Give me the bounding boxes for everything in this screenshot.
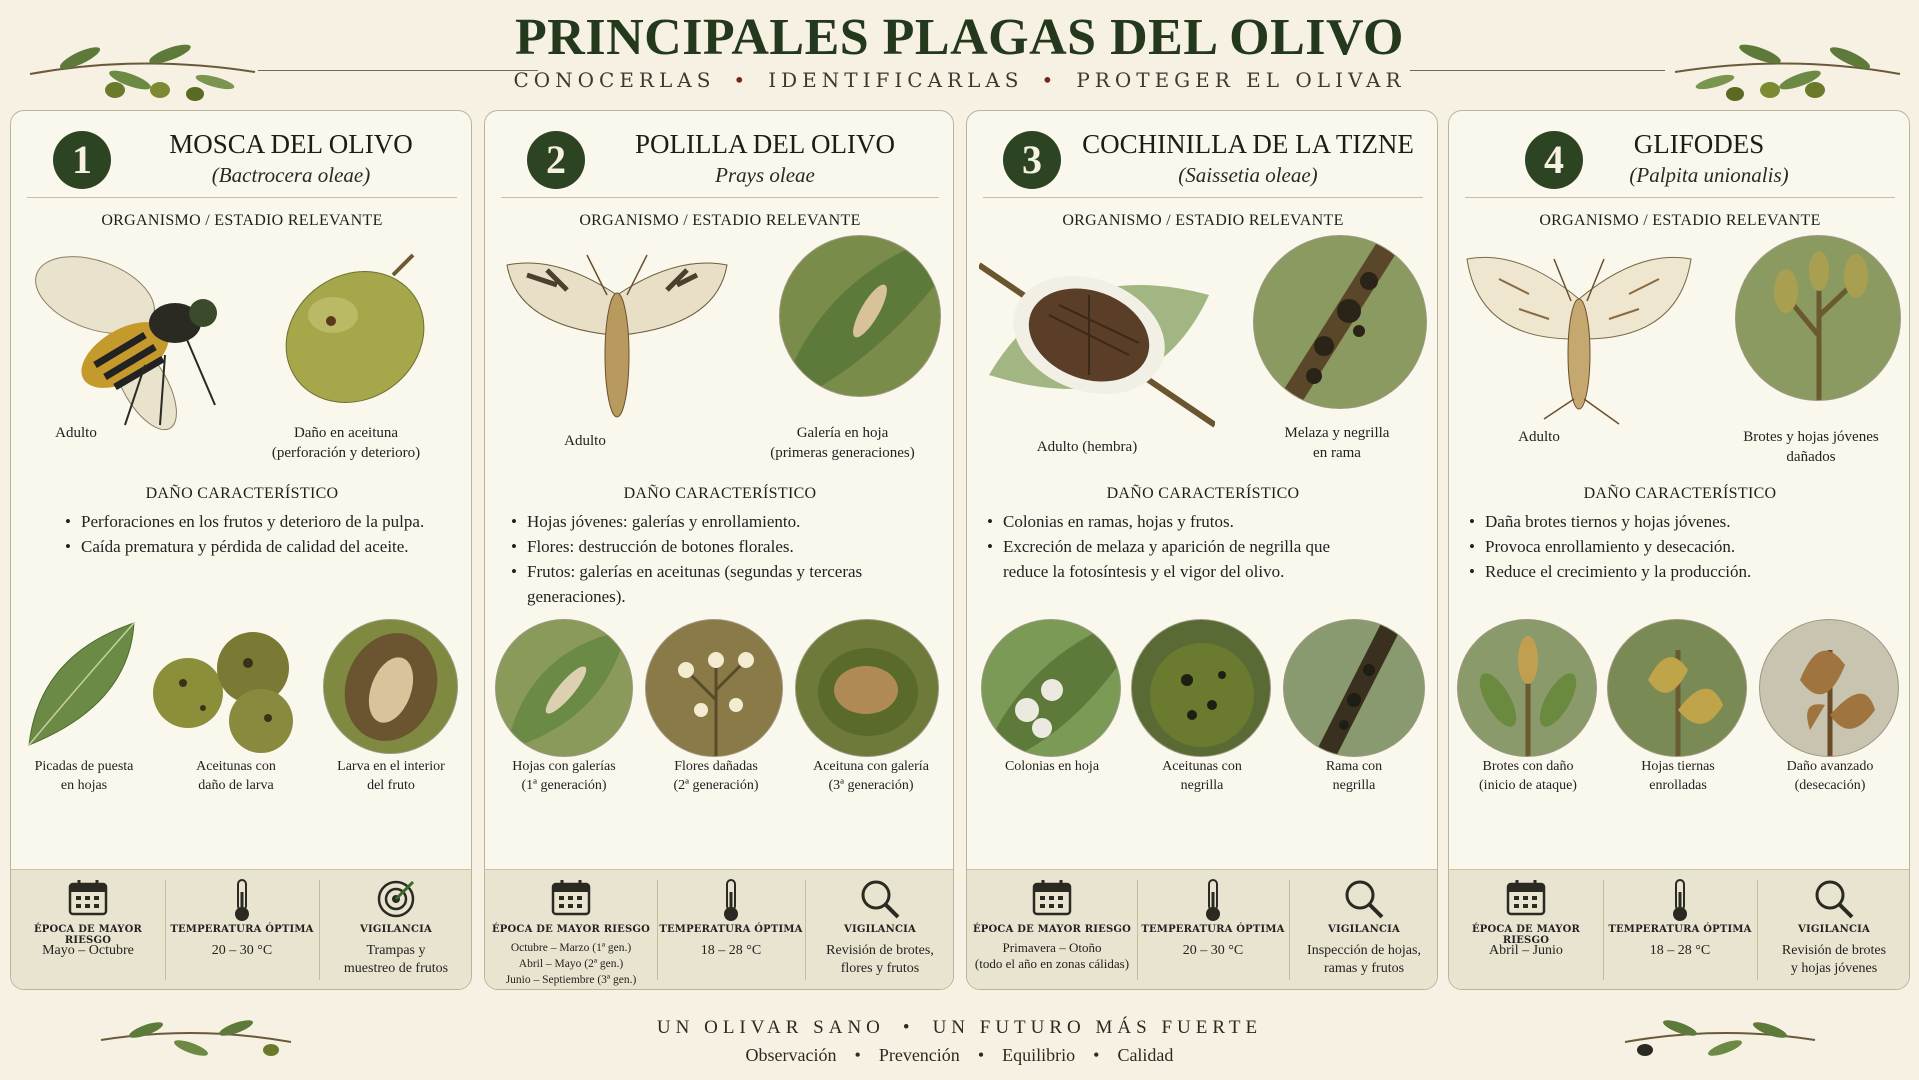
- image-caption: Adulto: [564, 433, 606, 449]
- card-number: 1: [53, 131, 111, 189]
- olive-branch-icon: [20, 14, 260, 104]
- magnifier-icon: [859, 878, 901, 920]
- subtitle-item: PROTEGER EL OLIVAR: [1076, 68, 1406, 92]
- calendar-icon: [550, 878, 592, 918]
- section-heading-dano: DAÑO CARACTERÍSTICO: [623, 485, 817, 502]
- sooty-branch-image: [1283, 619, 1425, 757]
- damaged-flowers-image: [645, 619, 783, 757]
- section-heading-organismo: ORGANISMO / ESTADIO RELEVANTE: [101, 212, 383, 229]
- section-heading-organismo: ORGANISMO / ESTADIO RELEVANTE: [1539, 212, 1821, 229]
- list-item: • Caída prematura y pérdida de calidad del aceite.: [63, 534, 463, 559]
- honeydew-branch-image: [1253, 235, 1427, 409]
- section-heading-organismo: ORGANISMO / ESTADIO RELEVANTE: [1062, 212, 1344, 229]
- image-caption: Hojas con galerías (1ª generación): [512, 759, 616, 793]
- image-caption: Adulto: [55, 425, 97, 441]
- temperatura-cell: [657, 870, 805, 990]
- vigilancia-value: Inspección de hojas, ramas y frutos: [1307, 943, 1421, 976]
- card-footer: [485, 869, 953, 989]
- epoca-value: Primavera – Otoño (todo el año en zonas cálidas): [974, 940, 1130, 971]
- olive-fruit-illustration: [273, 245, 443, 415]
- card-polilla-del-olivo: [484, 110, 954, 990]
- epoca-label: ÉPOCA DE MAYOR RIESGO: [1471, 924, 1581, 946]
- card-mosca-del-olivo: [10, 110, 472, 990]
- card-cochinilla-de-la-tizne: [966, 110, 1438, 990]
- epoca-cell: [11, 870, 165, 990]
- damaged-shoots-image: [1735, 235, 1901, 401]
- vigilancia-label: VIGILANCIA: [1798, 924, 1870, 935]
- vigilancia-cell: [319, 870, 472, 990]
- epoca-value: Octubre – Marzo (1ª gen.) Abril – Mayo (2ª gen.) Junio – Septiembre (3ª gen.): [505, 942, 637, 986]
- epoca-cell: [485, 870, 657, 990]
- image-caption: Melaza y negrilla en rama: [1284, 425, 1390, 461]
- vigilancia-cell: [805, 870, 954, 990]
- footer-tagline: UN OLIVAR SANO • UN FUTURO MÁS FUERTE: [656, 1017, 1263, 1038]
- card-number: 4: [1525, 131, 1583, 189]
- card-footer: [11, 869, 471, 989]
- epoca-value: Abril – Junio: [1489, 943, 1563, 958]
- olive-branch-icon: [1670, 14, 1910, 104]
- calendar-icon: [1505, 878, 1547, 918]
- rolled-leaves-image: [1607, 619, 1747, 757]
- list-item: • Flores: destrucción de botones florales.: [509, 534, 945, 559]
- magnifier-icon: [1343, 878, 1385, 920]
- value-item: Observación: [745, 1045, 837, 1065]
- value-item: Equilibrio: [1002, 1045, 1076, 1065]
- target-icon: [375, 878, 417, 920]
- thermometer-icon: [1201, 878, 1225, 922]
- card-number: 3: [1003, 131, 1061, 189]
- vigilancia-value: Revisión de brotes, flores y frutos: [826, 943, 934, 976]
- pest-scientific-name: Prays oleae: [715, 163, 815, 187]
- tagline-item: UN OLIVAR SANO: [656, 1017, 885, 1038]
- scale-insect-illustration: [979, 235, 1215, 435]
- list-item: • Colonias en ramas, hojas y frutos.: [985, 509, 1335, 534]
- page-header: [0, 0, 1919, 108]
- temperatura-label: TEMPERATURA ÓPTIMA: [1608, 924, 1752, 935]
- list-item: • Perforaciones en los frutos y deterioro de la pulpa.: [63, 509, 463, 534]
- shoots-damage-image: [1457, 619, 1597, 757]
- magnifier-icon: [1813, 878, 1855, 920]
- fly-illustration: [25, 235, 245, 435]
- damage-list: [509, 509, 945, 609]
- page-title: PRINCIPALES PLAGAS DEL OLIVO: [515, 9, 1404, 66]
- image-caption: Brotes y hojas jóvenes dañados: [1743, 429, 1879, 465]
- vigilancia-label: VIGILANCIA: [844, 924, 916, 935]
- image-caption: Adulto (hembra): [1036, 439, 1138, 455]
- vigilancia-label: VIGILANCIA: [360, 924, 432, 935]
- temperatura-cell: [165, 870, 319, 990]
- value-item: Prevención: [878, 1045, 960, 1065]
- image-caption: Colonias en hoja: [1004, 759, 1100, 774]
- card-footer: [1449, 869, 1909, 989]
- card-footer: [967, 869, 1437, 989]
- divider: [983, 197, 1423, 198]
- section-heading-dano: DAÑO CARACTERÍSTICO: [1106, 485, 1300, 502]
- image-caption: Picadas de puesta en hojas: [34, 759, 134, 793]
- list-item: • Daña brotes tiernos y hojas jóvenes.: [1467, 509, 1907, 534]
- leaf-colonies-image: [981, 619, 1121, 757]
- thermometer-icon: [230, 878, 254, 922]
- epoca-label: ÉPOCA DE MAYOR RIESGO: [491, 924, 651, 935]
- leaves-gallery-image: [495, 619, 633, 757]
- pest-scientific-name: (Saissetia oleae): [1178, 163, 1318, 187]
- temperatura-cell: [1137, 870, 1289, 990]
- temperatura-label: TEMPERATURA ÓPTIMA: [170, 924, 314, 935]
- card-glifodes: [1448, 110, 1910, 990]
- thermometer-icon: [719, 878, 743, 922]
- vigilancia-value: Trampas y muestreo de frutos: [343, 943, 449, 976]
- vigilancia-cell: [1757, 870, 1910, 990]
- list-item: • Frutos: galerías en aceitunas (segundas y terceras generaciones).: [509, 559, 945, 609]
- image-caption: Daño avanzado (desecación): [1786, 759, 1874, 793]
- list-item: • Provoca enrollamiento y desecación.: [1467, 534, 1907, 559]
- divider: [1465, 197, 1895, 198]
- image-caption: Aceitunas con daño de larva: [196, 759, 276, 793]
- damage-list: [1467, 509, 1907, 584]
- subtitle-item: IDENTIFICARLAS: [768, 68, 1024, 92]
- vigilancia-value: Revisión de brotes y hojas jóvenes: [1781, 943, 1887, 976]
- pest-name: MOSCA DEL OLIVO: [169, 129, 413, 159]
- image-caption: Galería en hoja (primeras generaciones): [770, 425, 915, 461]
- pest-name: POLILLA DEL OLIVO: [635, 129, 895, 159]
- epoca-label: ÉPOCA DE MAYOR RIESGO: [972, 924, 1132, 935]
- vigilancia-label: VIGILANCIA: [1328, 924, 1400, 935]
- thermometer-icon: [1668, 878, 1692, 922]
- section-heading-dano: DAÑO CARACTERÍSTICO: [145, 485, 339, 502]
- footer-values: Observación • Prevención • Equilibrio • Calidad: [745, 1045, 1174, 1065]
- epoca-cell: [1449, 870, 1603, 990]
- leaf-illustration: [19, 615, 149, 755]
- image-caption: Brotes con daño (inicio de ataque): [1479, 759, 1577, 793]
- damage-list: [985, 509, 1335, 584]
- image-caption: Daño en aceituna (perforación y deterioro): [271, 425, 421, 461]
- temperatura-cell: [1603, 870, 1757, 990]
- tagline-item: UN FUTURO MÁS FUERTE: [932, 1017, 1263, 1038]
- temperatura-value: 18 – 28 °C: [700, 943, 762, 958]
- image-caption: Aceituna con galería (3ª generación): [813, 759, 929, 793]
- vigilancia-cell: [1289, 870, 1438, 990]
- temperatura-value: 18 – 28 °C: [1649, 943, 1711, 958]
- value-item: Calidad: [1117, 1045, 1174, 1065]
- card-number: 2: [527, 131, 585, 189]
- pest-cards: [10, 110, 1910, 992]
- image-caption: Hojas tiernas enrolladas: [1641, 759, 1715, 793]
- temperatura-label: TEMPERATURA ÓPTIMA: [1141, 924, 1285, 935]
- pest-scientific-name: (Bactrocera oleae): [211, 163, 371, 187]
- image-caption: Rama con negrilla: [1325, 759, 1383, 793]
- image-caption: Adulto: [1518, 429, 1560, 445]
- moth-illustration: [1459, 239, 1699, 429]
- pest-name: GLIFODES: [1633, 129, 1765, 159]
- image-caption: Larva en el interior del fruto: [337, 759, 445, 793]
- epoca-cell: [967, 870, 1137, 990]
- section-heading-organismo: ORGANISMO / ESTADIO RELEVANTE: [579, 212, 861, 229]
- image-caption: Flores dañadas (2ª generación): [673, 759, 759, 793]
- section-heading-dano: DAÑO CARACTERÍSTICO: [1583, 485, 1777, 502]
- leaf-gallery-image: [779, 235, 941, 397]
- calendar-icon: [67, 878, 109, 918]
- divider: [501, 197, 939, 198]
- list-item: • Excreción de melaza y aparición de negrilla que reduce la fotosíntesis y el vigor del olivo.: [985, 534, 1335, 584]
- calendar-icon: [1031, 878, 1073, 918]
- divider: [27, 197, 457, 198]
- moth-illustration: [497, 235, 737, 435]
- pest-name: COCHINILLA DE LA TIZNE: [1082, 129, 1414, 159]
- damage-list: [63, 509, 463, 559]
- pest-scientific-name: (Palpita unionalis): [1629, 163, 1789, 187]
- sooty-olives-image: [1131, 619, 1271, 757]
- list-item: • Reduce el crecimiento y la producción.: [1467, 559, 1907, 584]
- temperatura-value: 20 – 30 °C: [1182, 943, 1244, 958]
- damaged-olives-illustration: [143, 623, 313, 753]
- advanced-damage-image: [1759, 619, 1899, 757]
- epoca-value: Mayo – Octubre: [42, 943, 134, 958]
- image-caption: Aceitunas con negrilla: [1162, 759, 1242, 793]
- temperatura-value: 20 – 30 °C: [211, 943, 273, 958]
- list-item: • Hojas jóvenes: galerías y enrollamiento.: [509, 509, 945, 534]
- larva-in-fruit-image: [323, 619, 458, 754]
- olive-gallery-image: [795, 619, 939, 757]
- temperatura-label: TEMPERATURA ÓPTIMA: [659, 924, 803, 935]
- page-subtitle: CONOCERLAS • IDENTIFICARLAS • PROTEGER EL OLIVAR: [513, 68, 1406, 92]
- subtitle-item: CONOCERLAS: [513, 68, 716, 92]
- epoca-label: ÉPOCA DE MAYOR RIESGO: [33, 924, 143, 946]
